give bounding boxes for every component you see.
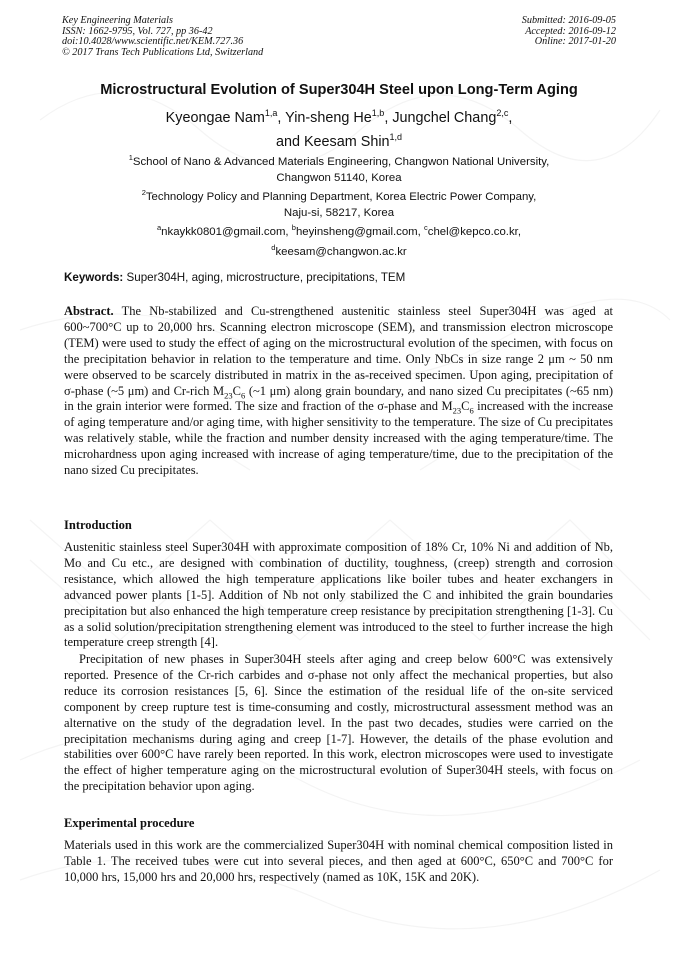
email-mark: a: [157, 223, 162, 232]
abstract: [64, 304, 613, 479]
submission-dates: [522, 16, 616, 48]
journal-copyright: © 2017 Trans Tech Publications Ltd, Switzerland: [62, 46, 264, 58]
affiliation-1: [60, 150, 618, 186]
author-list: [60, 104, 618, 152]
affiliation-line: Technology Policy and Planning Department, Korea Electric Power Company,: [145, 190, 537, 203]
affiliation-mark: 2: [141, 188, 146, 197]
author-affiliation-mark: 1,b: [371, 108, 385, 118]
subscript: 6: [469, 405, 474, 416]
email: keesam@changwon.ac.kr: [275, 245, 407, 258]
journal-info: [62, 16, 263, 58]
author-emails: [60, 220, 618, 260]
affiliation-line: Changwon 51140, Korea: [276, 171, 402, 184]
introduction-paragraph-2: Precipitation of new phases in Super304H steels after aging and creep below 600°C was extensively reported. Presence of the Cr-rich carbides and σ-phase not only affect the mechanical properties, but also reduce its corrosion resistances [5, 6]. Since the estimation of the residual life of the on-site serviced component by creep rupture test is time-consuming and costly, microstructural assessment method was an alternative on the study of the degradation level. In the past two decades, studies were carried on the precipitation mechanisms during aging and creep [1-7]. However, the details of the phase evolution and stabilities over 600°C have rarely been reported. In this work, electron microscopes were used to investigate the effect of higher temperature aging on the microstructural evolution of Super304H steels, with focus on the precipitation behavior upon aging.: [64, 652, 613, 794]
email: nkaykk0801@gmail.com,: [161, 225, 292, 238]
email-mark: d: [271, 242, 276, 252]
experimental-heading: Experimental procedure: [64, 816, 195, 830]
keywords: [64, 271, 405, 284]
affiliation-line: Naju-si, 58217, Korea: [283, 206, 395, 219]
abstract-text: The Nb-stabilized and Cu-strengthened austenitic stainless steel Super304H was aged at 600~700°C up to 20,000 hrs. Scanning electron microscope (SEM), and transmission electron microscope (TEM) were used to study the effect of aging on the microstructural evolution of the specimen, with focus on the precipitation behavior in relation to the temperature and time. Only NbCs in size range 2 μm ~ 50 nm were observed to be scarcely distributed in matrix in the as-received specimen. Upon aging, precipitation of σ-phase (~5 μm) and Cr-rich $M_{23}C_6$ (~1 μm) along grain boundary, and nano sized Cu precipitates (~65 nm) in the grain interior were formed. The size and fraction of the σ-phase and $M_{23}C_6$ increased with the increase of aging temperature and/or aging time, with higher sensitivity to the temperature. The size of Cu precipitates was relatively stable, while the fraction and number density increased with the aging temperature/time. The microhardness upon aging increased with increase of aging temperature/time, due to the precipitation of the nano sized Cu precipitates.: [64, 304, 614, 478]
subscript: 23: [224, 390, 233, 401]
author-affiliation-mark: 1,a: [264, 108, 278, 118]
journal-issn: ISSN: 1662-9795, Vol. 727, pp 36-42: [62, 25, 213, 37]
journal-name: Key Engineering Materials: [62, 15, 173, 26]
author-name: Kyeongae Nam: [165, 109, 265, 126]
paper-title: Microstructural Evolution of Super304H Steel upon Long-Term Aging: [100, 82, 578, 98]
author-affiliation-mark: 2,c: [496, 108, 509, 118]
journal-doi: doi:10.4028/www.scientific.net/KEM.727.36: [62, 36, 244, 48]
affiliation-mark: 1: [128, 153, 133, 162]
affiliation-2: [60, 185, 618, 221]
author-separator: ,: [384, 109, 393, 126]
author-name: Yin-sheng He: [285, 109, 372, 126]
email: heyinsheng@gmail.com,: [295, 225, 424, 238]
accepted-date: Accepted: 2016-09-12: [525, 25, 616, 37]
author-separator: ,: [277, 109, 286, 126]
subscript: 23: [452, 405, 462, 416]
author-affiliation-mark: 1,d: [389, 131, 403, 142]
email: chel@kepco.co.kr,: [427, 225, 521, 238]
introduction-paragraph-1: Austenitic stainless steel Super304H with approximate composition of 18% Cr, 10% Ni and addition of Nb, Mo and Cu etc., are designed with combination of ductility, toughness, (creep) strength and corrosion resistance, which allowed the high temperature applications like boiler tubes and heater exchangers in advanced power plants [1-5]. Addition of Nb not only stabilized the C and inhibited the grain boundaries precipitation but also enhanced the high temperature creep resistance by precipitation strengthening [1-3]. Cu as a solid solution/precipitation strengthening element was introduced to the steel to further increase the high temperature creep strength [4].: [64, 540, 613, 650]
affiliation-line: School of Nano & Advanced Materials Engineering, Changwon National University,: [132, 155, 550, 168]
keywords-label: Keywords:: [64, 271, 124, 284]
email-mark: c: [424, 223, 428, 232]
keywords-text: Super304H, aging, microstructure, precipitations, TEM: [126, 271, 406, 284]
submitted-date: Submitted: 2016-09-05: [521, 15, 616, 26]
author-name: Jungchel Chang: [392, 109, 497, 126]
email-mark: b: [291, 223, 296, 232]
experimental-paragraph-1: Materials used in this work are the commercialized Super304H with nominal chemical composition listed in Table 1. The received tubes were cut into several pieces, and then aged at 600°C, 650°C and 700°C for 10,000 hrs, 15,000 hrs and 20,000 hrs, respectively (named as 10K, 15K and 20K).: [64, 838, 613, 884]
subscript: 6: [241, 390, 246, 401]
abstract-label: Abstract.: [64, 304, 114, 318]
author-separator: ,: [508, 109, 513, 126]
introduction-heading: Introduction: [64, 518, 132, 532]
online-date: Online: 2017-01-20: [534, 36, 616, 48]
author-name: and Keesam Shin: [275, 133, 390, 150]
